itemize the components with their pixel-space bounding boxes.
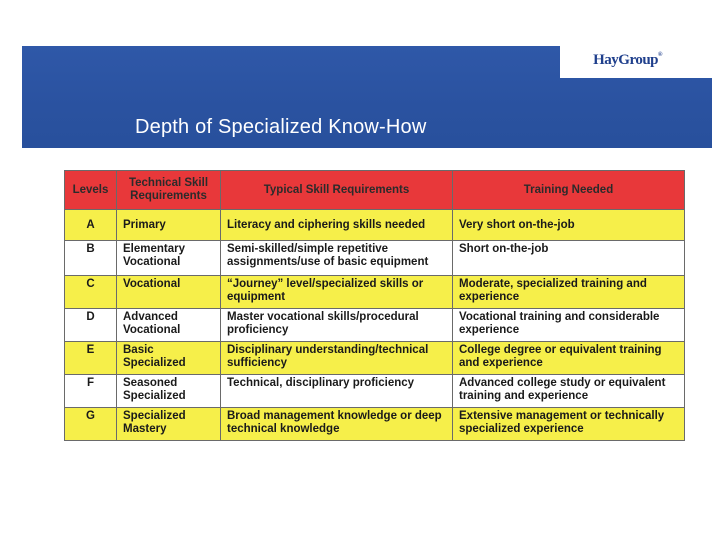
- table-row: [65, 375, 685, 408]
- cell-level: G: [65, 408, 117, 441]
- cell-technical: Elementary Vocational: [117, 241, 221, 276]
- cell-training: Very short on-the-job: [453, 210, 685, 241]
- cell-level: B: [65, 241, 117, 276]
- header-training: Training Needed: [453, 171, 685, 210]
- cell-typical: Semi-skilled/simple repetitive assignments/use of basic equipment: [221, 241, 453, 276]
- cell-technical: Seasoned Specialized: [117, 375, 221, 408]
- cell-level: E: [65, 342, 117, 375]
- header-technical: Technical Skill Requirements: [117, 171, 221, 210]
- cell-typical: Literacy and ciphering skills needed: [221, 210, 453, 241]
- know-how-table: [64, 170, 685, 441]
- cell-typical: Master vocational skills/procedural proficiency: [221, 309, 453, 342]
- table-row: [65, 408, 685, 441]
- header-levels: Levels: [65, 171, 117, 210]
- cell-training: Vocational training and considerable experience: [453, 309, 685, 342]
- table-row: [65, 342, 685, 375]
- cell-level: A: [65, 210, 117, 241]
- cell-typical: Broad management knowledge or deep technical knowledge: [221, 408, 453, 441]
- header-typical: Typical Skill Requirements: [221, 171, 453, 210]
- table-row: [65, 241, 685, 276]
- cell-level: F: [65, 375, 117, 408]
- table-header-row: [65, 171, 685, 210]
- cell-training: Extensive management or technically specialized experience: [453, 408, 685, 441]
- cell-typical: “Journey” level/specialized skills or equipment: [221, 276, 453, 309]
- cell-training: Advanced college study or equivalent training and experience: [453, 375, 685, 408]
- title-banner: [22, 46, 712, 148]
- cell-training: Short on-the-job: [453, 241, 685, 276]
- cell-typical: Disciplinary understanding/technical sufficiency: [221, 342, 453, 375]
- cell-level: D: [65, 309, 117, 342]
- cell-technical: Basic Specialized: [117, 342, 221, 375]
- cell-level: C: [65, 276, 117, 309]
- table-row: [65, 210, 685, 241]
- page-title: Depth of Specialized Know-How: [135, 116, 427, 138]
- logo-text: HayGroup: [593, 52, 659, 68]
- haygroup-logo: [593, 52, 662, 69]
- cell-training: Moderate, specialized training and experience: [453, 276, 685, 309]
- cell-training: College degree or equivalent training and experience: [453, 342, 685, 375]
- table-row: [65, 276, 685, 309]
- cell-technical: Advanced Vocational: [117, 309, 221, 342]
- cell-technical: Vocational: [117, 276, 221, 309]
- cell-technical: Primary: [117, 210, 221, 241]
- logo-area: [560, 46, 712, 78]
- table-row: [65, 309, 685, 342]
- cell-typical: Technical, disciplinary proficiency: [221, 375, 453, 408]
- cell-technical: Specialized Mastery: [117, 408, 221, 441]
- logo-mark: ®: [658, 52, 662, 58]
